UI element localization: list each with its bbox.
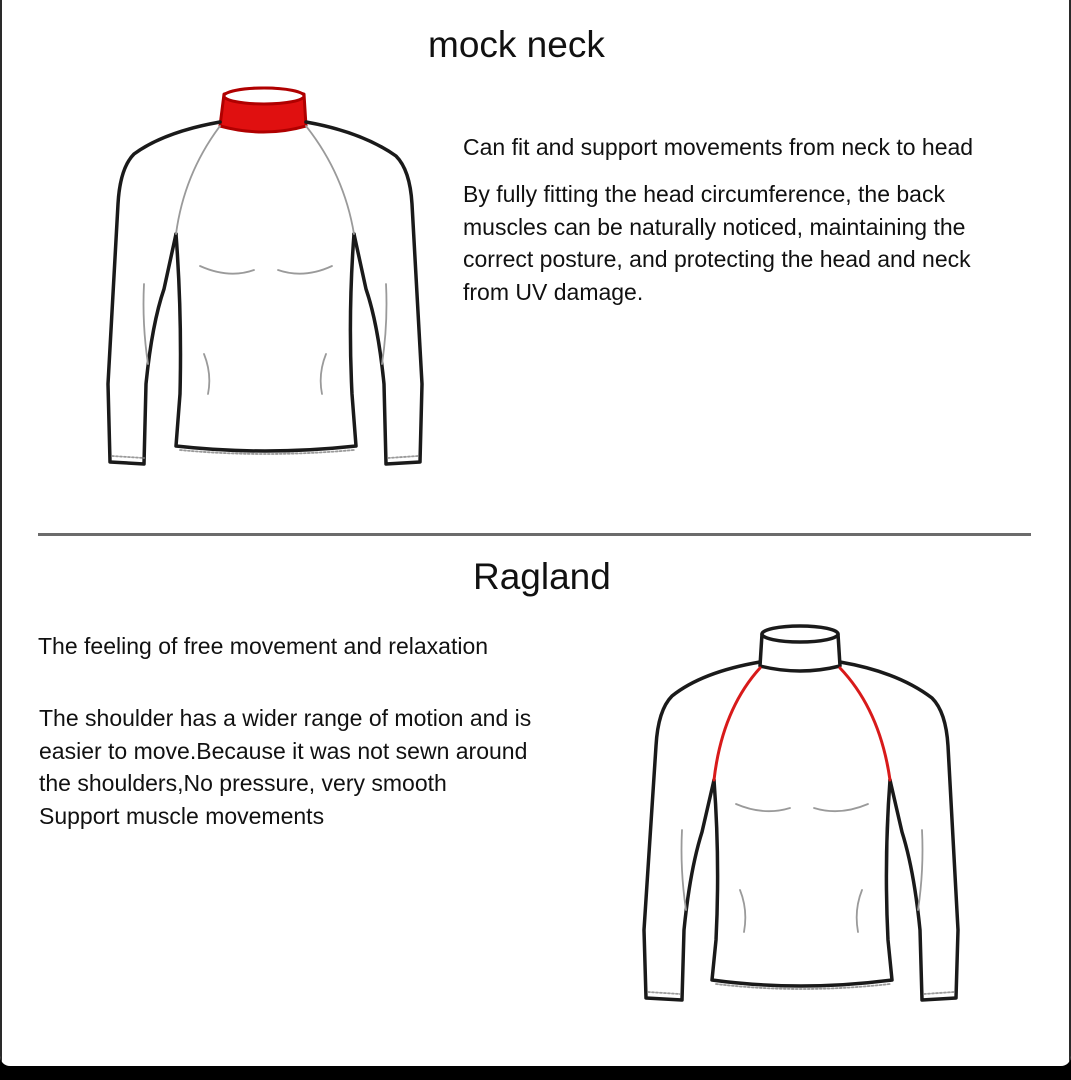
ragland-title: Ragland — [473, 556, 611, 597]
ragland-seam-left — [714, 668, 760, 780]
ragland-shirt-icon — [636, 620, 966, 1005]
left-frame-border — [0, 0, 2, 1066]
ragland-subhead: The feeling of free movement and relaxation — [38, 633, 489, 659]
mock-neck-subhead: Can fit and support movements from neck to head — [463, 134, 974, 160]
mock-neck-description: By fully fitting the head circumference, the back muscles can be naturally noticed, maintaining the correct posture, and protecting the head and neck from UV damage. — [463, 181, 971, 305]
section-divider — [38, 533, 1031, 536]
ragland-seam-right — [840, 668, 890, 780]
ragland-description: The shoulder has a wider range of motion and is easier to move.Because it was not sewn around the shoulders,No pressure, very smooth Support muscle movements — [39, 705, 532, 829]
mock-neck-shirt-icon — [104, 84, 434, 469]
mock-neck-title: mock neck — [428, 24, 605, 65]
